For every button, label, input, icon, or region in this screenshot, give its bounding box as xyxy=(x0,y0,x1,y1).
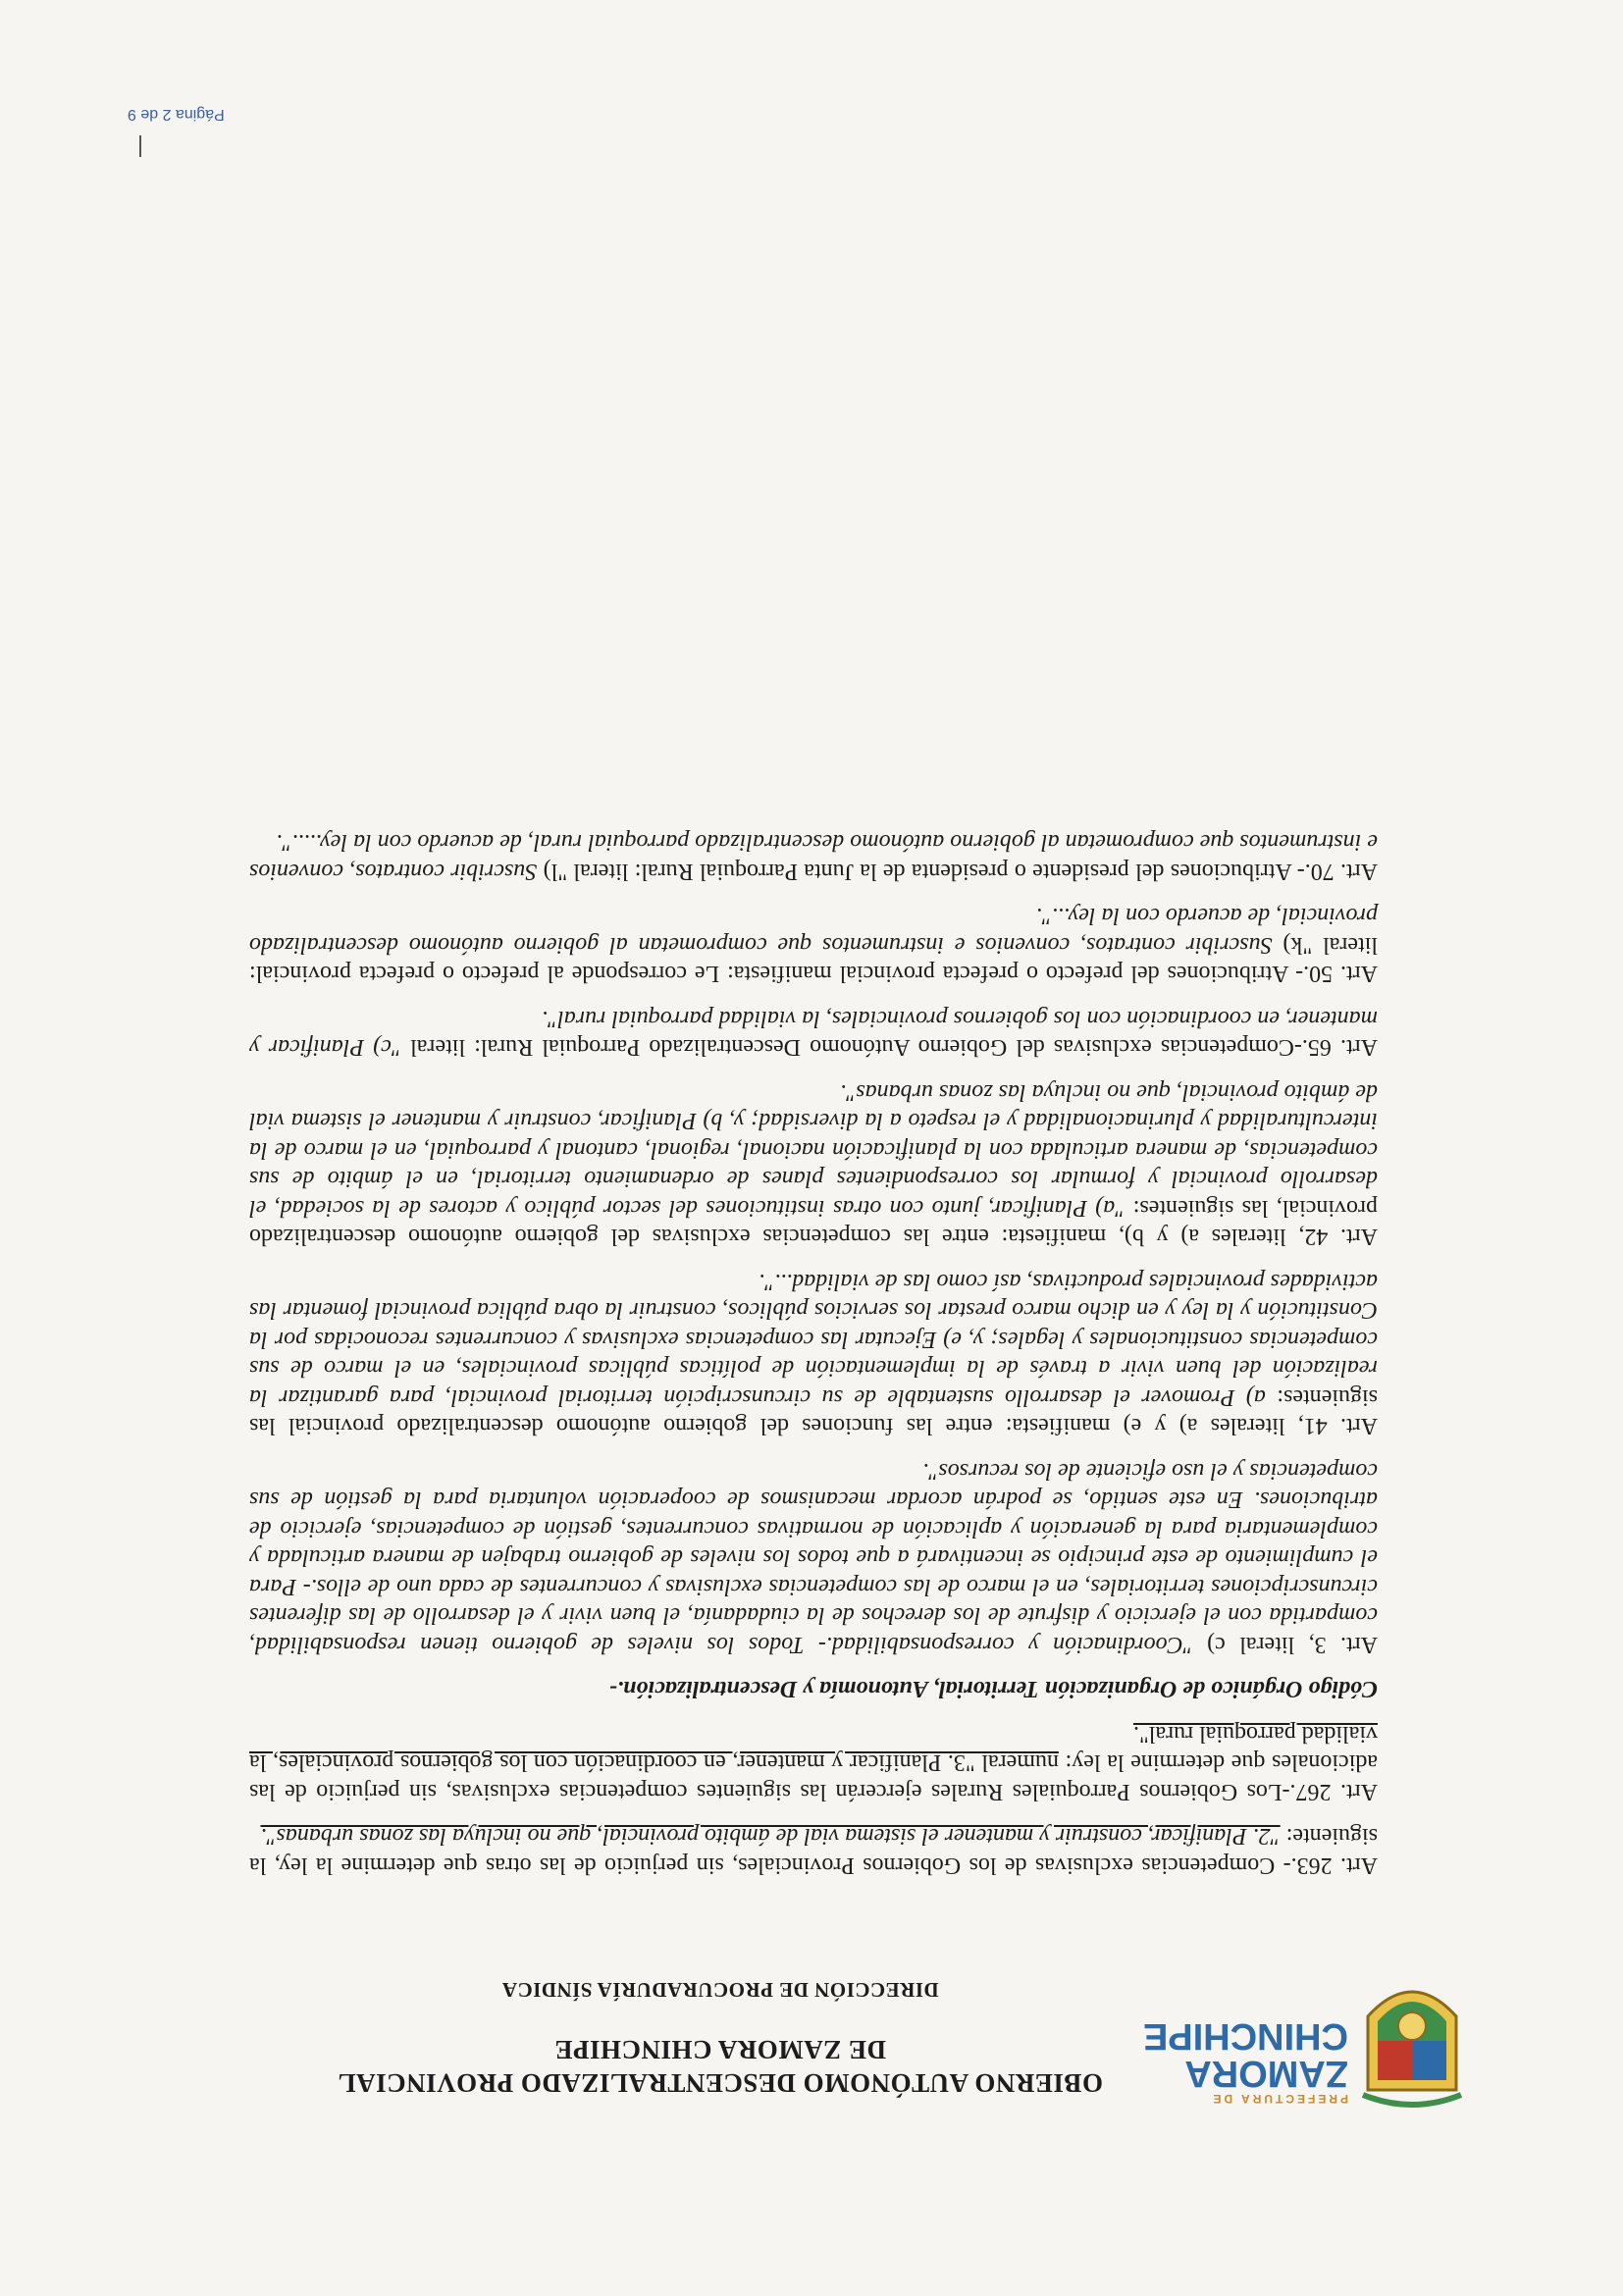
paragraph-art-42 xyxy=(249,1077,1378,1251)
department-name: DIRECCIÓN DE PROCURADURÍA SÍNDICA xyxy=(501,1978,939,2002)
paragraph-citation: Suscribir contratos, convenios e instrumentos que comprometan al gobierno autónomo descentralizado provincial, de acuerdo con la ley...". xyxy=(249,903,1378,958)
paragraph-text: Art. 50.- Atribuciones del prefecto o prefecta provincial manifiesta: Le corresponde al prefecto o prefecta provincial: literal "k) xyxy=(249,932,1378,987)
paragraph-text: Art. 42, literales a) y b), manifiesta: entre las competencias exclusivas del gobierno autónomo descentralizado provincial, las siguientes: xyxy=(249,1195,1378,1250)
paragraph-art-263 xyxy=(249,1821,1378,1879)
paragraph-art-267 xyxy=(249,1719,1378,1806)
paragraph-text: Art. 263.- Competencias exclusivas de los Gobiernos Provinciales, sin perjuicio de las otras que determine la ley, la siguiente: xyxy=(249,1823,1378,1878)
paragraph-text: Art. 70.- Atribuciones del presidente o presidenta de la Junta Parroquial Rural: literal "l) xyxy=(537,859,1378,884)
document-body xyxy=(249,811,1378,1879)
scan-mark xyxy=(139,135,141,157)
logo-line-2: CHINCHIPE xyxy=(1142,2015,1348,2057)
institution-name xyxy=(269,2033,1172,2100)
paragraph-citation: "Coordinación y corresponsabilidad.- Todos los niveles de gobierno tienen responsabilidad, compartida con el ejercicio y disfrute de los derechos de la ciudadanía, el buen vivir y el desarrollo de las diferentes circunscripciones territoriales, en el marco de las competencias exclusivas y concurrentes de cada uno de ellos.- Para el cumplimiento de este principio se incentivará a que todos los niveles de gobierno trabajen de manera articulada y complementaria para la generación y aplicación de normativas concurrentes, gestión de competencias, ejercicio de atribuciones. En este sentido, se podrán acordar mecanismos de cooperación voluntaria para la gestión de sus competencias y el uso eficiente de los recursos". xyxy=(249,1458,1378,1657)
page-number: Página 2 de 9 xyxy=(128,106,225,123)
paragraph-art-3 xyxy=(249,1456,1378,1659)
paragraph-citation: "c) Planificar y mantener, en coordinación con los gobiernos provinciales, la vialidad parroquial rural". xyxy=(249,1006,1378,1061)
letterhead xyxy=(122,1904,1495,2119)
paragraph-art-41 xyxy=(249,1267,1378,1440)
paragraph-art-65 xyxy=(249,1004,1378,1062)
institution-line-1: OBIERNO AUTÓNOMO DESCENTRALIZADO PROVINCIAL xyxy=(338,2068,1103,2098)
coat-of-arms-icon xyxy=(1358,1962,1466,2110)
paragraph-art-50 xyxy=(249,901,1378,988)
paragraph-citation: "a) Planificar, junto con otras instituciones del sector público y actores de la sociedad, el desarrollo provincial y formular los correspondientes planes de ordenamiento territorial, en el ámbito de sus competencias, de manera articulada con la planificación nacional, regional, cantonal y parroquial, en el marco de la interculturalidad y plurinacionalidad y el respeto a la diversidad; y, b) Planificar, construir y mantener el sistema vial de ámbito provincial, que no incluya las zonas urbanas". xyxy=(249,1079,1378,1221)
paragraph-art-70 xyxy=(249,827,1378,885)
logo-small-text: PREFECTURA DE xyxy=(1210,2092,1348,2106)
paragraph-text: Art. 41, literales a) y e) manifiesta: entre las funciones del gobierno autónomo descentralizado provincial las siguientes: xyxy=(249,1384,1378,1439)
institution-line-2: DE ZAMORA CHINCHIPE xyxy=(553,2035,887,2064)
section-heading: Código Orgánico de Organización Territorial, Autonomía y Descentralización.- xyxy=(609,1676,1378,1702)
paragraph-citation: Suscribir contratos, convenios e instrumentos que comprometan al gobierno autónomo descentralizado parroquial rural, de acuerdo con la ley.....". xyxy=(249,829,1378,884)
logo-line-1: ZAMORA xyxy=(1184,2053,1348,2094)
paragraph-text: Art. 65.-Competencias exclusivas del Gobierno Autónomo Descentralizado Parroquial Rural: literal xyxy=(400,1034,1378,1061)
paragraph-text: Art. 267.-Los Gobiernos Parroquiales Rurales ejercerán las siguientes competencias exclusivas, sin perjuicio de las adicionales que determine la ley: xyxy=(249,1749,1378,1804)
paragraph-text: Art. 3, literal c) xyxy=(1192,1632,1378,1657)
paragraph-citation: "2. Planificar, construir y mantener el sistema vial de ámbito provincial, que no incluya las zonas urbanas". xyxy=(260,1823,1281,1850)
paragraph-underlined: numeral "3. Planificar y mantener, en coordinación con los gobiernos provinciales, la vialidad parroquial rural". xyxy=(249,1721,1378,1776)
paragraph-citation: a) Promover el desarrollo sustentable de su circunscripción territorial provincial, para garantizar la realización del buen vivir a través de la implementación de políticas públicas provinciales, en el marco de sus competencias constitucionales y legales; y, e) Ejecutar las competencias exclusivas y concurrentes reconocidas por la Constitución y la ley y en dicho marco prestar los servicios públicos, construir la obra pública provincial fomentar las actividades provinciales productivas, así como las de vialidad...". xyxy=(248,1269,1378,1410)
